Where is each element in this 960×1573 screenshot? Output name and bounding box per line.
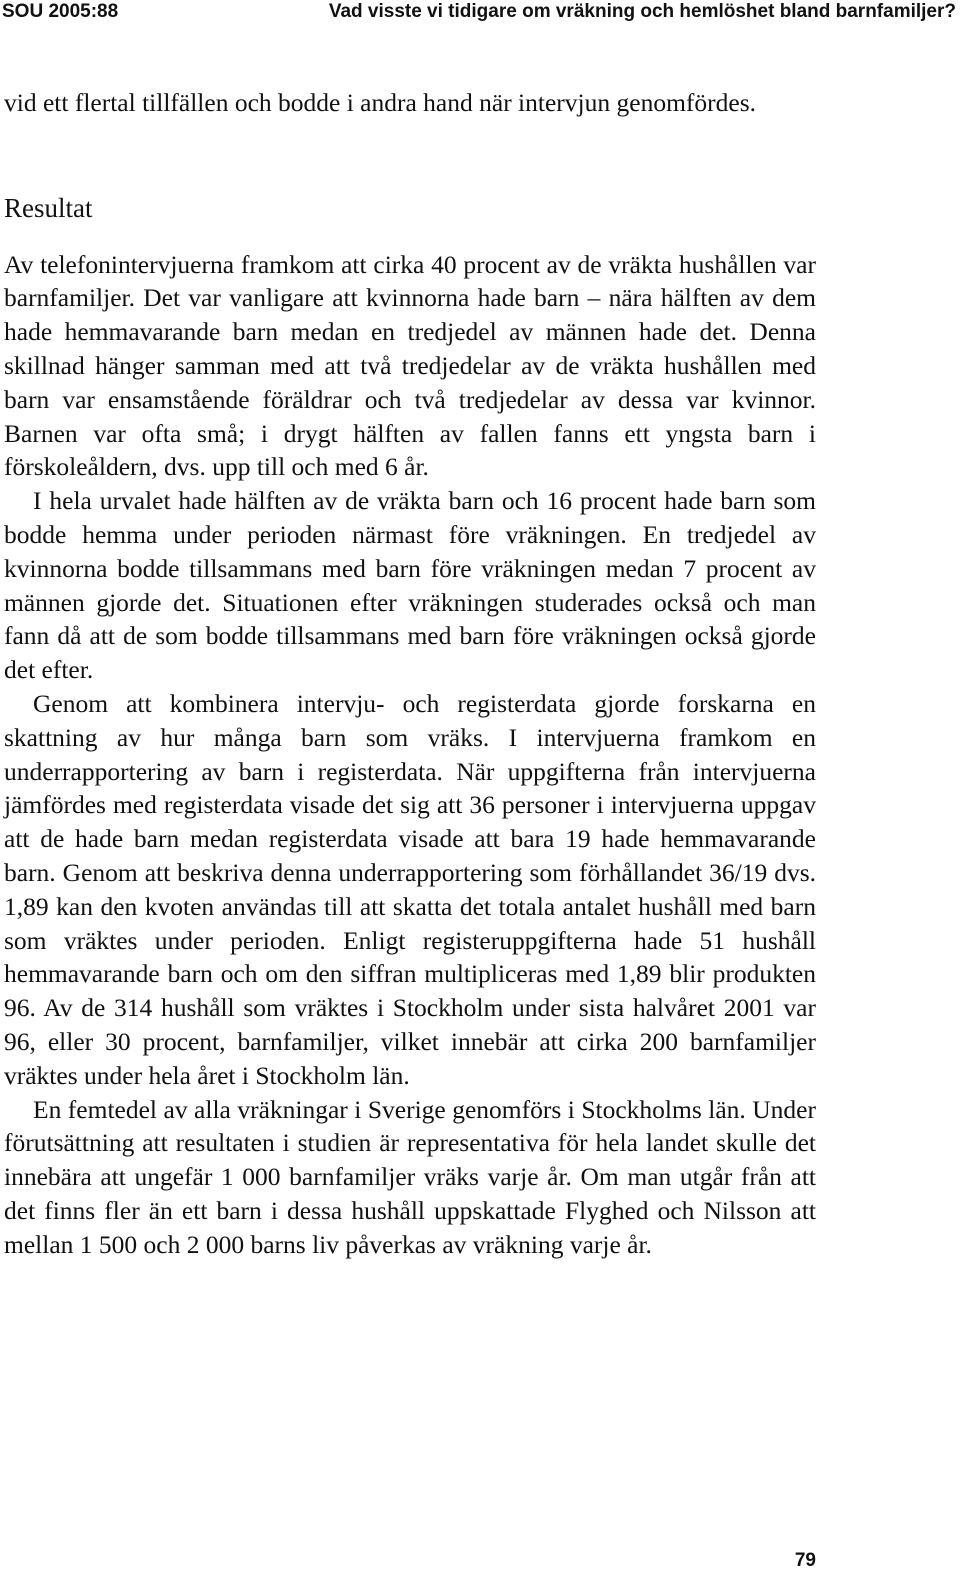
paragraph: I hela urvalet hade hälften av de vräkta barn och 16 procent hade barn som bodde hemma under perioden närmast före vräkningen. En tredjedel av kvinnorna bodde tillsammans med barn före vräkningen medan 7 procent av männen gjorde det. Situationen efter vräkningen studerades också och man fann då att de som bodde tillsammans med barn före vräkningen också gjorde det efter.: [4, 486, 816, 685]
report-id: SOU 2005:88: [2, 1, 119, 22]
page-number: 79: [794, 1550, 816, 1571]
paragraph: Av telefonintervjuerna framkom att cirka 40 procent av de vräkta hushållen var barnfamiljer. Det var vanligare att kvinnorna hade barn – nära hälften av dem hade hemmavarande barn medan en tredjedel av männen hade det. Denna skillnad hänger samman med att två tredjedelar av de vräkta hushållen med barn var ensamstående föräldrar och två tredjedelar av dessa var kvinnor. Barnen var ofta små; i drygt hälften av fallen fanns ett yngsta barn i förskoleåldern, dvs. upp till och med 6 år.: [4, 249, 816, 482]
section-heading: Resultat: [4, 192, 93, 223]
intro-paragraph: vid ett flertal tillfällen och bodde i andra hand när intervjun genomfördes.: [4, 88, 757, 117]
chapter-title: Vad visste vi tidigare om vräkning och hemlöshet bland barnfamiljer?: [328, 1, 956, 22]
page-body: [4, 86, 816, 1262]
paragraph: Genom att kombinera intervju- och registerdata gjorde forskarna en skattning av hur många barn som vräks. I intervjuerna framkom en underrapportering av barn i registerdata. När uppgifterna från intervjuerna jämfördes med registerdata visade det sig att 36 personer i intervjuerna uppgav att de hade barn medan registerdata visade att bara 19 hade hemmavarande barn. Genom att beskriva denna underrapportering som förhållandet 36/19 dvs. 1,89 kan den kvoten användas till att skatta det totala antalet hushåll med barn som vräktes under perioden. Enligt registeruppgifterna hade 51 hushåll hemmavarande barn och om den siffran multipliceras med 1,89 blir produkten 96. Av de 314 hushåll som vräktes i Stockholm under sista halvåret 2001 var 96, eller 30 procent, barnfamiljer, vilket innebär att cirka 200 barnfamiljer vräktes under hela året i Stockholm län.: [4, 688, 816, 1090]
paragraph: En femtedel av alla vräkningar i Sverige genomförs i Stockholms län. Under förutsättning att resultaten i studien är representativa för hela landet skulle det innebära att ungefär 1 000 barnfamiljer vräks varje år. Om man utgår från att det finns fler än ett barn i dessa hushåll uppskattade Flyghed och Nilsson att mellan 1 500 och 2 000 barns liv påverkas av vräkning varje år.: [4, 1094, 816, 1259]
running-header: [0, 0, 960, 28]
